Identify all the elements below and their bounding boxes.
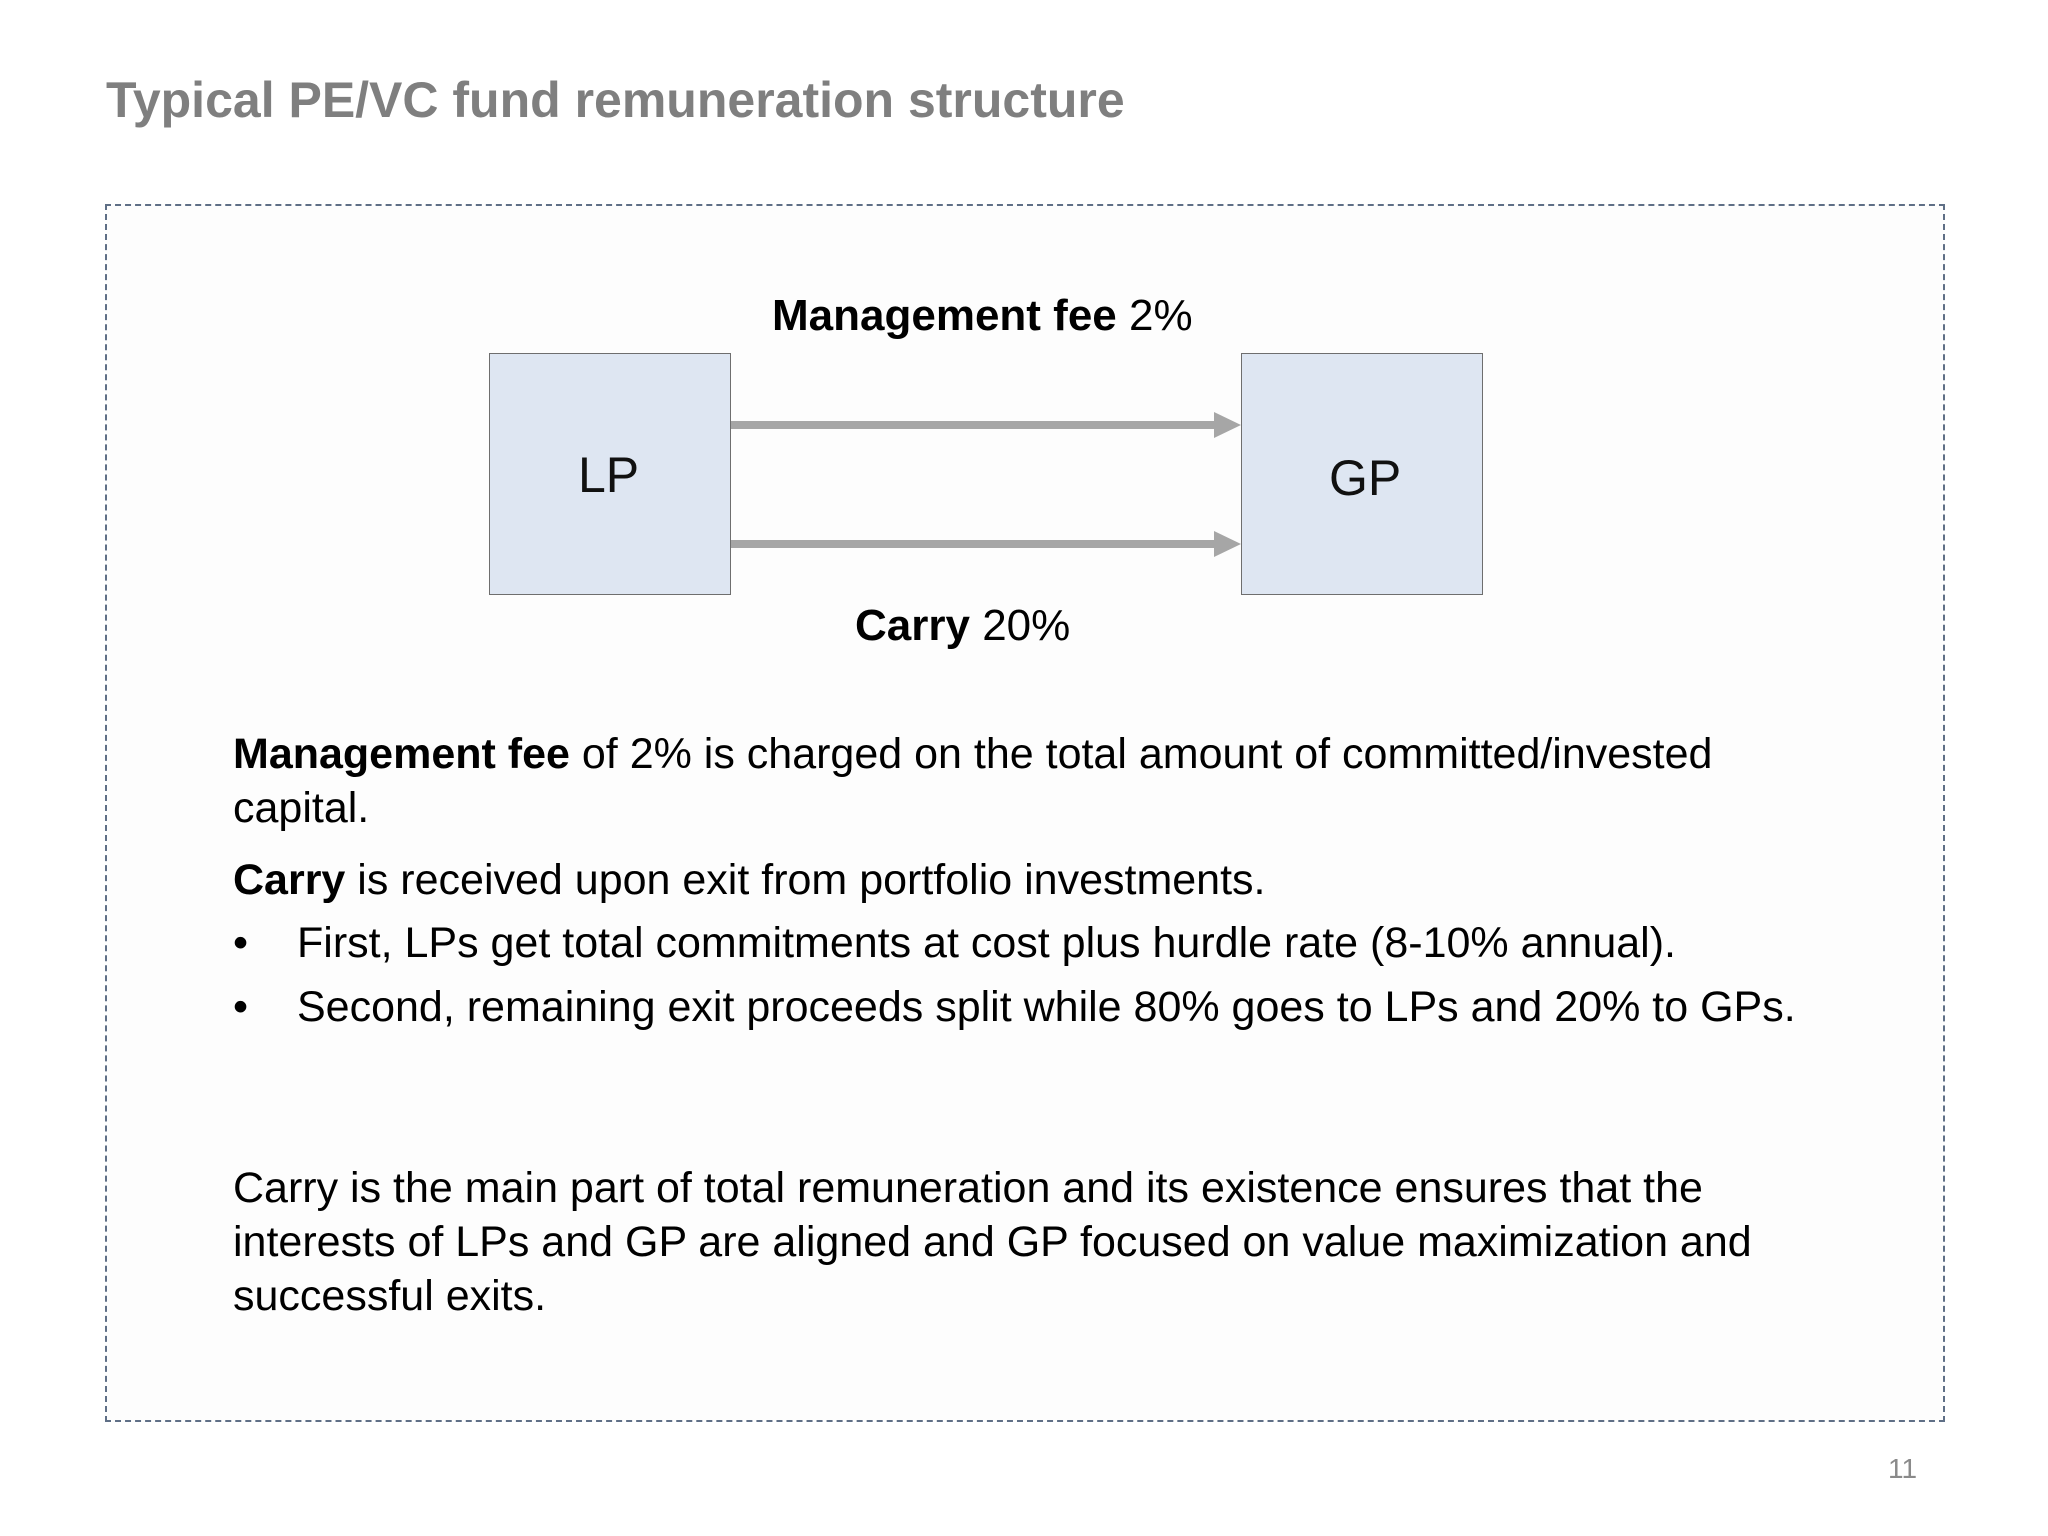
carry-flow-label [855, 600, 1070, 653]
bullet-text: First, LPs get total commitments at cost plus hurdle rate (8-10% annual). [297, 919, 1676, 967]
flow-arrows [0, 0, 2048, 700]
management-fee-paragraph-text: of 2% is charged on the total amount of committed/invested capital. [233, 730, 1713, 832]
carry-paragraph [233, 853, 1833, 907]
management-fee-paragraph [233, 727, 1833, 835]
carry-flow-label-value: 20% [969, 601, 1071, 650]
management-fee-arrow-head [1214, 412, 1241, 438]
summary-paragraph: Carry is the main part of total remuneration and its existence ensures that the interests of LPs and GP are aligned and GP focused on value maximization and successful exits. [233, 1164, 1752, 1320]
slide-title: Typical PE/VC fund remuneration structure [106, 72, 1125, 128]
management-fee-paragraph-bold: Management fee [233, 730, 570, 778]
carry-paragraph-text: is received upon exit from portfolio investments. [345, 856, 1266, 904]
carry-arrow [731, 531, 1241, 557]
management-fee-arrow [731, 412, 1241, 438]
page-number: 11 [1888, 1453, 1918, 1484]
carry-flow-label-bold: Carry [855, 601, 970, 650]
management-fee-flow-label-value: 2% [1116, 291, 1193, 340]
lp-gp-flow-diagram [0, 0, 2048, 700]
management-fee-flow-label-bold: Management fee [772, 291, 1117, 340]
lp-box-label: LP [578, 447, 640, 503]
bullet-text: Second, remaining exit proceeds split while 80% goes to LPs and 20% to GPs. [297, 983, 1796, 1031]
bullet-point-icon: • [233, 983, 249, 1031]
carry-arrow-head [1214, 531, 1241, 557]
bullet-point-icon: • [233, 919, 249, 967]
gp-box-label: GP [1329, 450, 1402, 506]
carry-paragraph-bold: Carry [233, 856, 346, 904]
